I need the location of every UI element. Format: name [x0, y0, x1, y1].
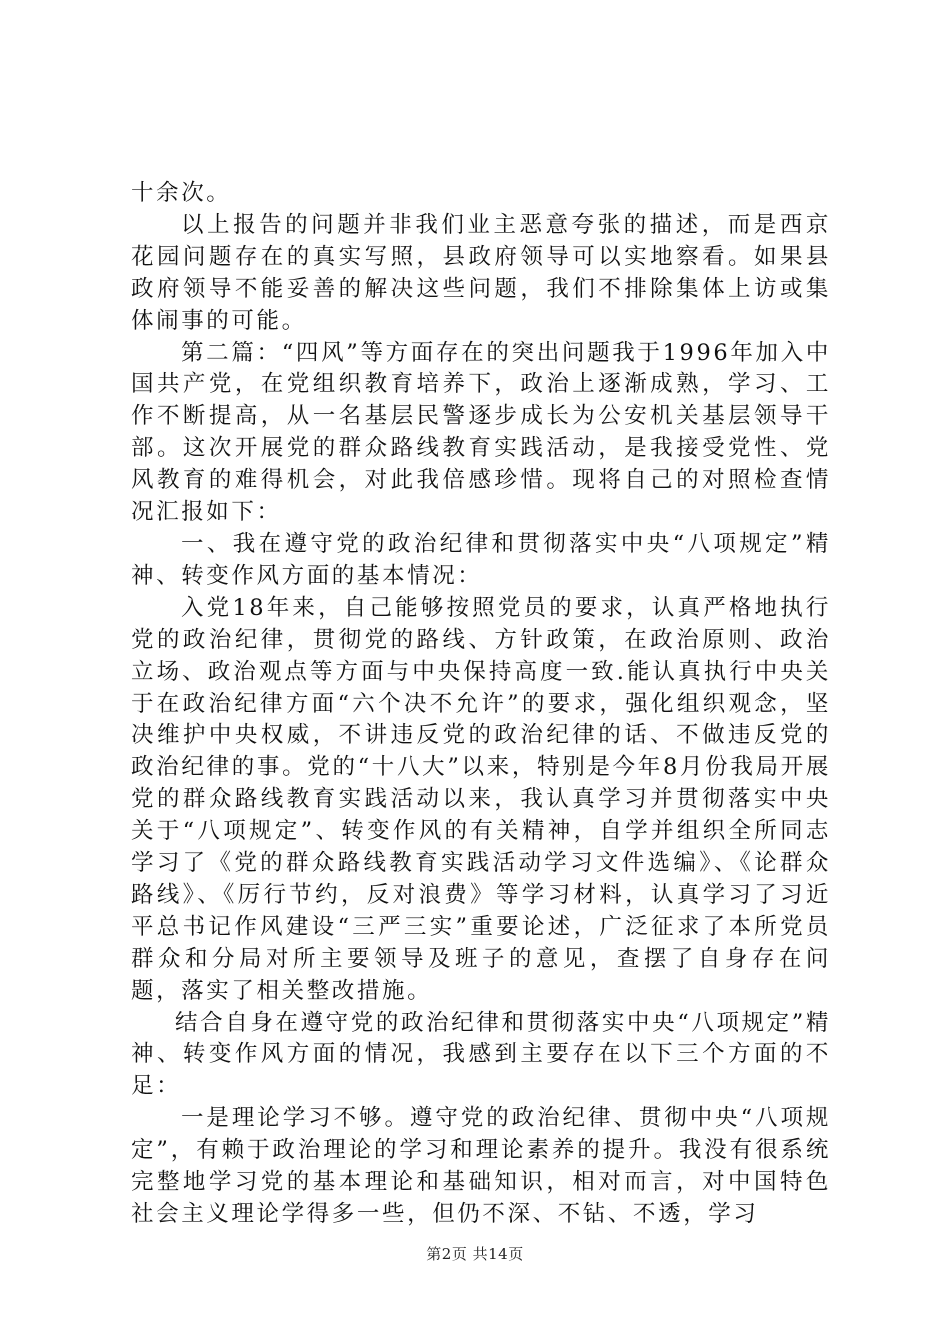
paragraph-report-conclusion: 以上报告的问题并非我们业主恶意夸张的描述，而是西京花园问题存在的真实写照，县政府领导可以实地察看。如果县政府领导不能妥善的解决这些问题，我们不排除集体上访或集体闹事的可能。	[131, 211, 831, 334]
paragraph-basic-situation: 入党18年来，自己能够按照党员的要求，认真严格地执行党的政治纪律，贯彻党的路线、方针政策，在政治原则、政治立场、政治观点等方面与中央保持高度一致.能认真执行中央关于在政治纪律方面“六个决不允许”的要求，强化组织观念，坚决维护中央权威，不讲违反党的政治纪律的话、不做违反党的政治纪律的事。党的“十八大”以来，特别是今年8月份我局开展党的群众路线教育实践活动以来，我认真学习并贯彻落实中央关于“八项规定”、转变作风的有关精神，自学并组织全所同志学习了《党的群众路线教育实践活动学习文件选编》、《论群众路线》、《厉行节约，反对浪费》等学习材料，认真学习了习近平总书记作风建设“三严三实”重要论述，广泛征求了本所党员群众和分局对所主要领导及班子的意见，查摆了自身存在问题，落实了相关整改措施。	[131, 594, 831, 1004]
document-body	[131, 178, 831, 1231]
page-footer: 第2页 共14页	[426, 1245, 524, 1263]
paragraph-continuation: 十余次。	[131, 180, 232, 206]
section-heading-one: 一、我在遵守党的政治纪律和贯彻落实中央“八项规定”精神、转变作风方面的基本情况：	[131, 530, 831, 589]
paragraph-second-article-intro: 第二篇：“四风”等方面存在的突出问题我于1996年加入中国共产党，在党组织教育培养下，政治上逐渐成熟，学习、工作不断提高，从一名基层民警逐步成长为公安机关基层领导干部。这次开展党的群众路线教育实践活动，是我接受党性、党风教育的难得机会，对此我倍感珍惜。现将自己的对照检查情况汇报如下：	[131, 339, 831, 526]
paragraph-shortcoming-one: 一是理论学习不够。遵守党的政治纪律、贯彻中央“八项规定”，有赖于政治理论的学习和理论素养的提升。我没有很系统完整地学习党的基本理论和基础知识，相对而言，对中国特色社会主义理论学得多一些，但仍不深、不钻、不透，学习	[131, 1105, 831, 1227]
paragraph-shortcomings-intro: 结合自身在遵守党的政治纪律和贯彻落实中央“八项规定”精神、转变作风方面的情况，我感到主要存在以下三个方面的不足：	[131, 1009, 831, 1100]
